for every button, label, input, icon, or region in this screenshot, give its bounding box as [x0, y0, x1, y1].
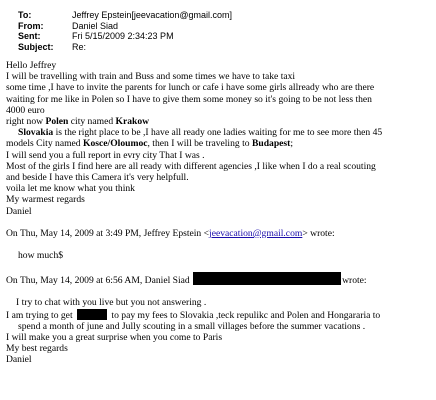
body-text-span: ;	[290, 138, 294, 150]
attribution-text: wrote:	[342, 275, 367, 287]
sent-value: Fri 5/15/2009 2:34:23 PM	[72, 31, 174, 41]
body-text-span: is the right place to be ,I have all ready one ladies waiting for me to see more then 45	[53, 127, 383, 139]
body-text-span: , then I will be traveling to	[147, 138, 252, 150]
header-to-row	[18, 10, 232, 21]
to-label: To:	[18, 10, 32, 20]
body-text-span: right now	[6, 116, 46, 128]
attribution-text: > wrote:	[302, 227, 335, 239]
body-line	[6, 138, 432, 149]
body-text-span: city named	[68, 116, 116, 128]
attribution-text: On Thu, May 14, 2009 at 3:49 PM, Jeffrey Epstein <	[6, 227, 210, 239]
redaction-block	[77, 309, 107, 320]
redaction-block	[193, 272, 341, 285]
signature: Daniel	[6, 205, 32, 217]
from-label: From:	[18, 20, 44, 31]
quote-line: spend a month of june and Jully scouting in a small villages before the summer vacations .	[18, 320, 366, 332]
bold-place-budapest: Budapest	[251, 138, 291, 150]
to-value: Jeffrey Epstein[jeevacation@gmail.com]	[72, 10, 233, 20]
spacer	[6, 239, 432, 250]
email-header	[18, 10, 232, 52]
subject-label: Subject:	[18, 41, 54, 52]
header-sent-row	[18, 31, 232, 42]
body-line	[6, 116, 432, 127]
quote-line: My best regards	[6, 343, 68, 355]
quote2-attribution	[6, 272, 432, 286]
quote-line: I try to chat with you live but you not answering .	[16, 297, 207, 309]
attribution-text: On Thu, May 14, 2009 at 6:56 AM, Daniel Siad	[6, 275, 193, 287]
body-line: some time ,I have to invite the parents for lunch or cafe i have some girls allready who are there	[6, 82, 375, 94]
quote-signature: Daniel	[6, 354, 32, 366]
quote-line: I will make you a great surprise when you come to Paris	[6, 332, 223, 344]
body-line: 4000 euro	[6, 104, 45, 116]
spacer	[6, 286, 432, 297]
body-line: and beside I have this Camera it's very helpfull.	[6, 172, 189, 184]
body-line: waiting for me like in Polen so I have to give them some money so it's going to be not less then	[6, 93, 372, 105]
quote1-attribution	[6, 228, 432, 239]
greeting: Hello Jeffrey	[6, 60, 57, 71]
body-line: My warmest regards	[6, 194, 85, 206]
quote-line	[6, 309, 432, 321]
header-from-row	[18, 21, 232, 32]
body-line	[6, 127, 432, 138]
quote-text-span: to pay my fees to Slovakia ,teck repulikc and Polen and Hongararia to	[109, 309, 381, 321]
subject-value: Re:	[72, 41, 87, 52]
body-line: Most of the girls I find here are all ready with different agencies ,I like when I do a real scouting	[6, 160, 376, 172]
quote1-text: how much$	[18, 250, 64, 262]
body-line: I will be travelling with train and Buss and some times we have to take taxi	[6, 71, 296, 83]
bold-place-polen: Polen	[45, 116, 69, 128]
body-text-span: models City named	[6, 138, 84, 150]
quote-text-span: I am trying to get	[6, 309, 76, 321]
bold-place-slovakia: Slovakia	[18, 127, 54, 139]
from-value: Daniel Siad	[72, 20, 119, 31]
bold-place-kosce: Kosce/Oloumoc	[83, 138, 148, 150]
email-link[interactable]: jeevacation@gmail.com	[209, 227, 303, 239]
header-subject-row	[18, 42, 232, 53]
email-body	[6, 60, 432, 366]
sent-label: Sent:	[18, 31, 41, 41]
body-line: voila let me know what you think	[6, 183, 135, 195]
spacer	[6, 261, 432, 272]
spacer	[6, 217, 432, 228]
bold-place-krakow: Krakow	[115, 116, 150, 128]
body-line: I will send you a full report in evry city That I was .	[6, 149, 205, 161]
